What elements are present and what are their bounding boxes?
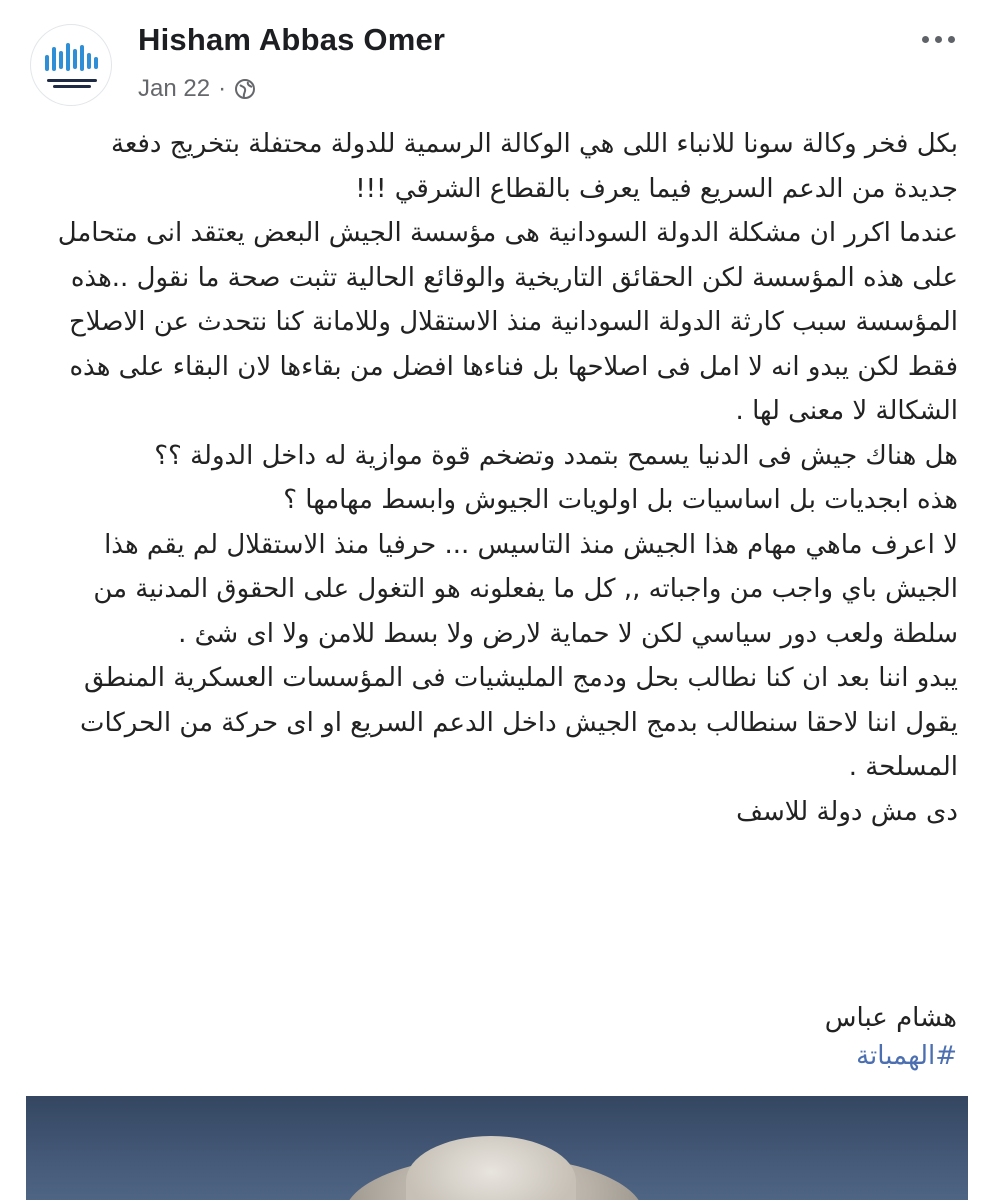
author-name[interactable]: Hisham Abbas Omer xyxy=(138,22,446,57)
attached-photo[interactable] xyxy=(26,1096,968,1200)
avatar[interactable] xyxy=(30,24,112,106)
post-paragraph: هل هناك جيش فى الدنيا يسمح بتمدد وتضخم قوة موازية له داخل الدولة ؟؟ xyxy=(154,440,958,471)
post-date[interactable]: Jan 22 xyxy=(138,75,211,102)
waveform-logo-icon xyxy=(31,25,112,106)
photo-subject-top xyxy=(406,1136,576,1200)
post-paragraph: هذه ابجديات بل اساسيات بل اولويات الجيوش وابسط مهامها ؟ xyxy=(283,485,958,515)
post-paragraph: دى مش دولة للاسف xyxy=(736,796,958,827)
more-options-icon xyxy=(922,36,929,43)
post-meta xyxy=(138,74,256,104)
post-body-text xyxy=(40,122,958,834)
post-signature: هشام عباس xyxy=(824,1003,957,1033)
more-options-dot xyxy=(948,36,955,43)
more-options-dot xyxy=(935,36,942,43)
meta-separator: · xyxy=(218,75,227,102)
hashtag-link[interactable]: #الهمباتة xyxy=(856,1041,957,1071)
more-options-button[interactable] xyxy=(916,26,960,52)
post-header xyxy=(30,14,960,104)
post-paragraph: بكل فخر وكالة سونا للانباء اللى هي الوكالة الرسمية للدولة محتفلة بتخريج دفعة جديدة من الدعم السريع فيما يعرف بالقطاع الشرقي !!! xyxy=(111,129,958,204)
globe-icon[interactable] xyxy=(234,78,256,100)
post-paragraph: لا اعرف ماهي مهام هذا الجيش منذ التاسيس ... حرفيا منذ الاستقلال لم يقم هذا الجيش باي واجب من واجباته ,, كل ما يفعلونه هو التغول على الحقوق المدنية من سلطة ولعب دور سياسي لكن لا حماية لارض ولا بسط للامن ولا اى شئ . xyxy=(93,529,958,649)
post-paragraph: يبدو اننا بعد ان كنا نطالب بحل ودمج المليشيات فى المؤسسات العسكرية المنطق يقول اننا لاحقا سنطالب بدمج الجيش داخل الدعم السريع او اى حركة من الحركات المسلحة . xyxy=(80,663,958,782)
post-paragraph: عندما اكرر ان مشكلة الدولة السودانية هى مؤسسة الجيش البعض يعتقد انى متحامل على هذه المؤسسة لكن الحقائق التاريخية والوقائع الحالية تثبت صحة ما نقول ..هذه المؤسسة سبب كارثة الدولة السودانية منذ الاستقلال وللامانة كنا نتحدث عن الاصلاح فقط لكن يبدو انه لا امل فى اصلاحها بل فناءها افضل من بقاءها لان البقاء على هذه الشكالة لا معنى لها . xyxy=(57,218,958,426)
